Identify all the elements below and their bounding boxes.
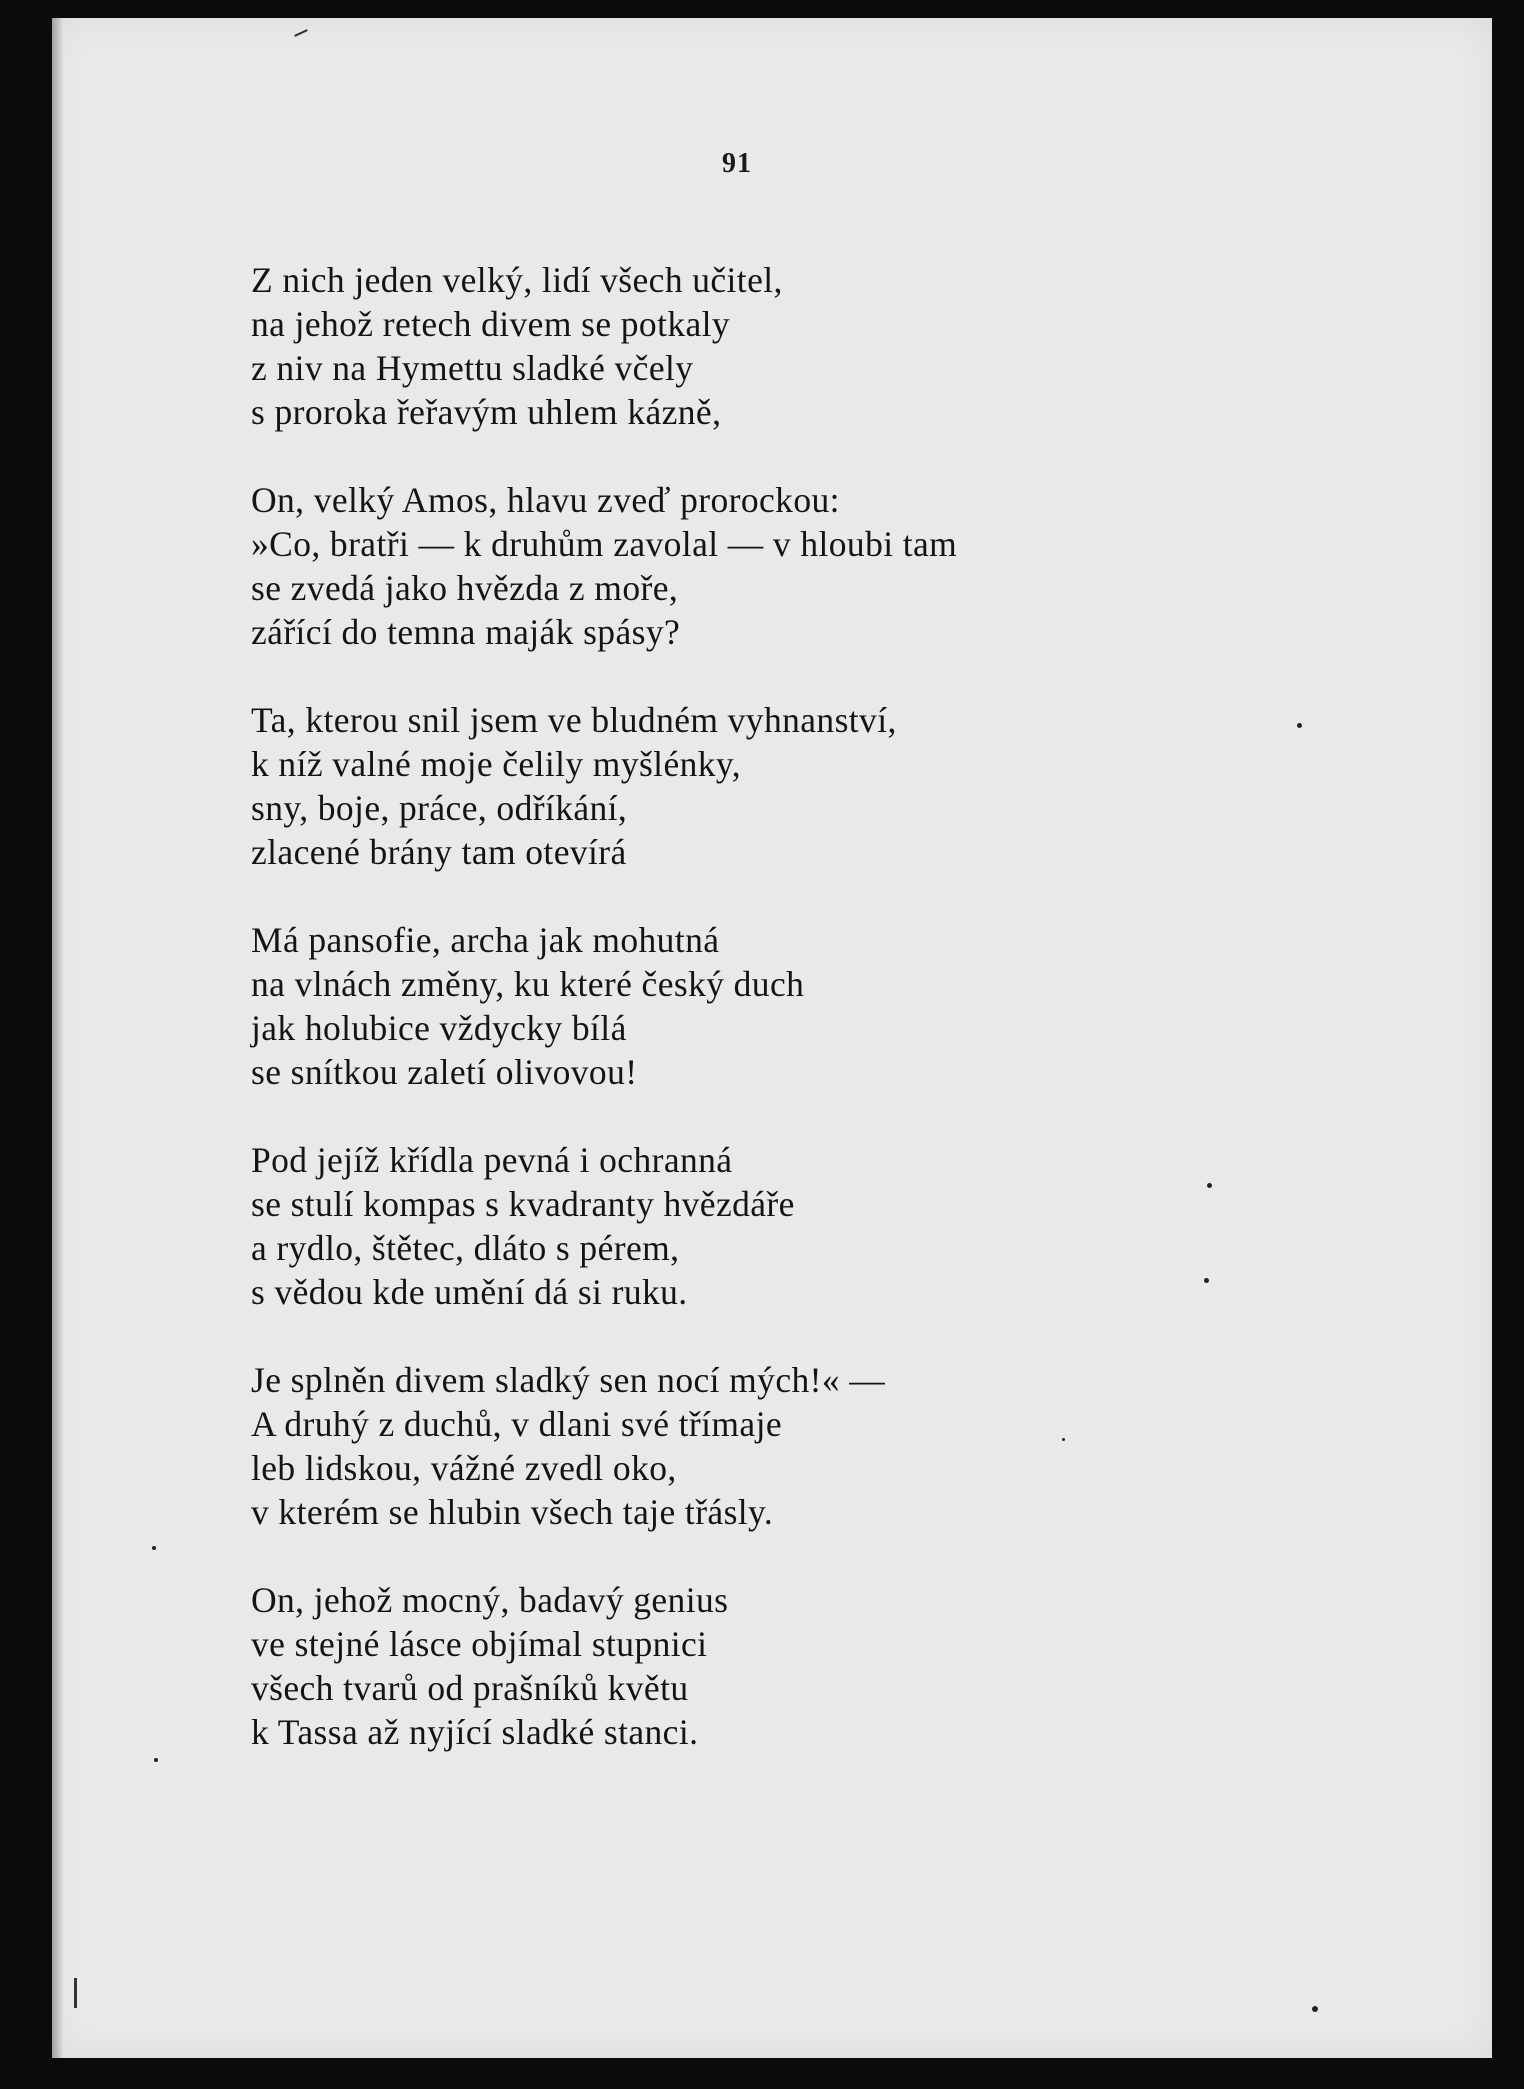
verse-line: z niv na Hymettu sladké včely: [251, 348, 694, 388]
book-page: [52, 18, 1492, 2058]
verse-line: ve stejné lásce objímal stupnici: [251, 1624, 708, 1664]
verse-line: zlacené brány tam otevírá: [251, 832, 627, 872]
scan-speck: [1062, 1438, 1065, 1441]
page-number: 91: [722, 148, 752, 179]
stanza-6: [251, 1358, 957, 1534]
verse-line: Je splněn divem sladký sen nocí mých!« —: [251, 1360, 886, 1400]
edge-mark: [294, 29, 308, 37]
edge-mark: [74, 1978, 77, 2008]
verse-line: zářící do temna maják spásy?: [251, 612, 681, 652]
verse-line: Ta, kterou snil jsem ve bludném vyhnanství,: [251, 700, 897, 740]
verse-line: Má pansofie, archa jak mohutná: [251, 920, 720, 960]
stanza-4: [251, 918, 957, 1094]
verse-line: k Tassa až nyjící sladké stanci.: [251, 1712, 699, 1752]
scan-speck: [154, 1758, 158, 1762]
stanza-2: [251, 478, 957, 654]
stanza-7: [251, 1578, 957, 1754]
verse-line: Z nich jeden velký, lidí všech učitel,: [251, 260, 783, 300]
verse-line: v kterém se hlubin všech taje třásly.: [251, 1492, 774, 1532]
verse-line: On, jehož mocný, badavý genius: [251, 1580, 729, 1620]
verse-line: na vlnách změny, ku které český duch: [251, 964, 805, 1004]
stanza-1: [251, 258, 957, 434]
verse-line: sny, boje, práce, odříkání,: [251, 788, 628, 828]
stanza-5: [251, 1138, 957, 1314]
verse-line: se zvedá jako hvězda z moře,: [251, 568, 679, 608]
verse-line: A druhý z duchů, v dlani své třímaje: [251, 1404, 783, 1444]
verse-line: s vědou kde umění dá si ruku.: [251, 1272, 688, 1312]
scan-speck: [1204, 1278, 1209, 1283]
verse-line: se snítkou zaletí olivovou!: [251, 1052, 638, 1092]
scan-speck: [1312, 2006, 1318, 2012]
stanza-3: [251, 698, 957, 874]
scan-speck: [1207, 1183, 1212, 1188]
verse-line: k níž valné moje čelily myšlénky,: [251, 744, 742, 784]
verse-line: On, velký Amos, hlavu zveď prorockou:: [251, 480, 840, 520]
verse-line: s proroka řeřavým uhlem kázně,: [251, 392, 722, 432]
verse-line: »Co, bratři — k druhům zavolal — v hloubi tam: [251, 524, 958, 564]
scan-speck: [1297, 723, 1302, 728]
verse-line: všech tvarů od prašníků květu: [251, 1668, 689, 1708]
poem-text: [251, 258, 957, 1798]
verse-line: leb lidskou, vážné zvedl oko,: [251, 1448, 677, 1488]
verse-line: jak holubice vždycky bílá: [251, 1008, 627, 1048]
page-gutter-shadow: [52, 18, 64, 2058]
verse-line: se stulí kompas s kvadranty hvězdáře: [251, 1184, 795, 1224]
verse-line: a rydlo, štětec, dláto s pérem,: [251, 1228, 680, 1268]
verse-line: Pod jejíž křídla pevná i ochranná: [251, 1140, 733, 1180]
scan-speck: [152, 1546, 156, 1550]
verse-line: na jehož retech divem se potkaly: [251, 304, 731, 344]
